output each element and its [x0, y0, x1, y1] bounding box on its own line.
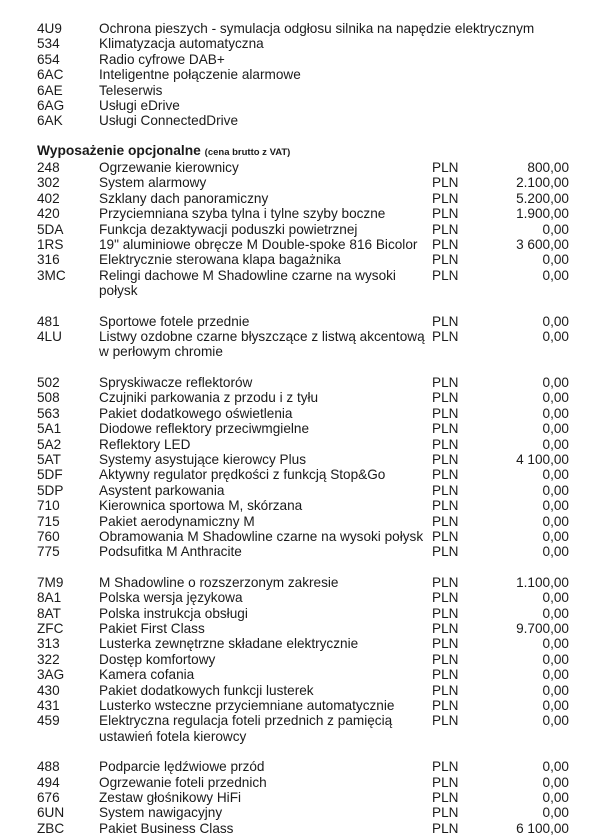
- item-currency: PLN: [432, 237, 459, 253]
- item-name: Usługi eDrive: [99, 98, 180, 114]
- item-name: Obramowania M Shadowline czarne na wysoki połysk: [99, 528, 424, 544]
- item-code: ZBC: [37, 820, 65, 836]
- item-price: 0,00: [542, 774, 569, 790]
- item-name: Dostęp komfortowy: [99, 651, 216, 667]
- item-currency: PLN: [432, 374, 459, 390]
- item-currency: PLN: [432, 805, 459, 821]
- item-currency: PLN: [432, 713, 459, 729]
- item-currency: PLN: [432, 390, 459, 406]
- item-code: 5DA: [37, 221, 64, 237]
- item-code: 5DP: [37, 482, 64, 498]
- item-currency: PLN: [432, 620, 459, 636]
- item-name: Ochrona pieszych - symulacja odgłosu silnika na napędzie elektrycznym: [99, 21, 535, 36]
- item-code: 5A2: [37, 436, 62, 452]
- item-currency: PLN: [432, 467, 459, 483]
- table-row: [37, 759, 597, 774]
- item-currency: PLN: [432, 544, 459, 560]
- item-name: [99, 268, 432, 299]
- item-name: Polska wersja językowa: [99, 590, 243, 606]
- item-name: Kamera cofania: [99, 667, 195, 683]
- item-currency: PLN: [432, 160, 459, 175]
- list-item: [37, 67, 597, 82]
- item-code: 508: [37, 390, 60, 406]
- section-title: Wyposażenie opcjonalne: [37, 143, 201, 158]
- item-name-line: w perłowym chromie: [99, 344, 223, 360]
- item-code: 302: [37, 175, 60, 191]
- item-currency: PLN: [432, 528, 459, 544]
- table-row: [37, 575, 597, 590]
- item-currency: PLN: [432, 790, 459, 806]
- item-code: 534: [37, 36, 60, 52]
- table-row: [37, 191, 597, 206]
- item-name: Pakiet dodatkowych funkcji lusterek: [99, 682, 314, 698]
- item-code: 1RS: [37, 237, 64, 253]
- item-currency: PLN: [432, 451, 459, 467]
- item-price: 6 100,00: [516, 820, 569, 836]
- table-row: [37, 606, 597, 621]
- item-code: 316: [37, 252, 60, 268]
- item-currency: PLN: [432, 682, 459, 698]
- item-code: 481: [37, 313, 60, 329]
- item-name: [99, 713, 432, 744]
- item-currency: PLN: [432, 498, 459, 514]
- table-row: [37, 467, 597, 482]
- table-row: [37, 421, 597, 436]
- item-name: Szklany dach panoramiczny: [99, 190, 269, 206]
- item-price: 0,00: [542, 698, 569, 713]
- item-price: 0,00: [542, 528, 569, 544]
- item-price: 0,00: [542, 682, 569, 698]
- item-code: 313: [37, 636, 60, 652]
- item-price: 0,00: [542, 513, 569, 529]
- item-code: 322: [37, 651, 60, 667]
- item-name: System alarmowy: [99, 175, 207, 191]
- table-row: [37, 406, 597, 421]
- table-row: [37, 514, 597, 529]
- item-name-line: ustawień fotela kierowcy: [99, 728, 247, 744]
- item-code: 494: [37, 774, 60, 790]
- section-heading: [37, 143, 597, 161]
- table-row: [37, 390, 597, 405]
- item-currency: PLN: [432, 698, 459, 713]
- item-price: 0,00: [542, 482, 569, 498]
- list-item: [37, 113, 597, 128]
- item-name-line: Elektryczna regulacja foteli przednich z pamięcią: [99, 713, 393, 729]
- item-name: Inteligentne połączenie alarmowe: [99, 67, 301, 83]
- table-row: [37, 252, 597, 267]
- item-currency: PLN: [432, 267, 459, 283]
- optional-equipment-table: [37, 160, 597, 836]
- item-code: 6AE: [37, 82, 63, 98]
- item-currency: PLN: [432, 313, 459, 329]
- item-price: 0,00: [542, 421, 569, 437]
- item-name: Pakiet First Class: [99, 620, 205, 636]
- list-item: [37, 83, 597, 98]
- table-row: [37, 652, 597, 667]
- item-price: 5.200,00: [516, 190, 569, 206]
- list-item: [37, 36, 597, 51]
- item-code: 3MC: [37, 267, 66, 283]
- item-currency: PLN: [432, 513, 459, 529]
- item-code: 8AT: [37, 605, 61, 621]
- list-item: [37, 52, 597, 67]
- table-row: [37, 590, 597, 605]
- item-code: 6AK: [37, 113, 63, 129]
- item-currency: PLN: [432, 175, 459, 191]
- item-name: Podsufitka M Anthracite: [99, 544, 242, 560]
- item-code: 4LU: [37, 329, 62, 345]
- item-price: 0,00: [542, 467, 569, 483]
- item-name: Diodowe reflektory przeciwmgielne: [99, 421, 310, 437]
- item-price: 0,00: [542, 605, 569, 621]
- item-price: 0,00: [542, 651, 569, 667]
- item-currency: PLN: [432, 774, 459, 790]
- row-spacer: [37, 299, 597, 314]
- table-row: [37, 683, 597, 698]
- item-name: Ogrzewanie foteli przednich: [99, 774, 267, 790]
- table-row: [37, 375, 597, 390]
- item-name: Radio cyfrowe DAB+: [99, 51, 225, 67]
- item-currency: PLN: [432, 190, 459, 206]
- item-name: [99, 329, 432, 360]
- standard-equipment-list: [37, 21, 597, 129]
- item-code: 775: [37, 544, 60, 560]
- item-code: 5A1: [37, 421, 62, 437]
- table-row: [37, 222, 597, 237]
- item-name: Pakiet Business Class: [99, 820, 234, 836]
- item-price: 0,00: [542, 544, 569, 560]
- item-code: 430: [37, 682, 60, 698]
- item-price: 1.100,00: [516, 574, 569, 590]
- item-price: 4 100,00: [516, 451, 569, 467]
- item-currency: PLN: [432, 667, 459, 683]
- table-row: [37, 775, 597, 790]
- table-row: [37, 483, 597, 498]
- item-price: 0,00: [542, 436, 569, 452]
- item-code: 420: [37, 206, 60, 222]
- item-price: 800,00: [527, 160, 569, 175]
- item-name: Polska instrukcja obsługi: [99, 605, 248, 621]
- item-price: 0,00: [542, 498, 569, 514]
- item-currency: PLN: [432, 436, 459, 452]
- item-price: 0,00: [542, 221, 569, 237]
- item-price: 2.100,00: [516, 175, 569, 191]
- item-code: 760: [37, 528, 60, 544]
- item-name: Asystent parkowania: [99, 482, 225, 498]
- item-name: M Shadowline o rozszerzonym zakresie: [99, 574, 339, 590]
- item-code: 563: [37, 405, 60, 421]
- item-name: Sportowe fotele przednie: [99, 313, 250, 329]
- item-name: Pakiet aerodynamiczny M: [99, 513, 255, 529]
- item-currency: PLN: [432, 605, 459, 621]
- item-name-line: połysk: [99, 283, 138, 299]
- table-row: [37, 175, 597, 190]
- item-name: Funkcja dezaktywacji poduszki powietrznej: [99, 221, 358, 237]
- item-name: Reflektory LED: [99, 436, 191, 452]
- item-code: 488: [37, 759, 60, 775]
- item-currency: PLN: [432, 636, 459, 652]
- item-currency: PLN: [432, 759, 459, 775]
- list-item: [37, 21, 597, 36]
- item-code: 6AC: [37, 67, 64, 83]
- item-price: 0,00: [542, 390, 569, 406]
- table-row: [37, 452, 597, 467]
- table-row: [37, 268, 597, 299]
- item-price: 0,00: [542, 405, 569, 421]
- item-currency: PLN: [432, 221, 459, 237]
- item-price: 0,00: [542, 713, 569, 729]
- item-currency: PLN: [432, 206, 459, 222]
- item-currency: PLN: [432, 590, 459, 606]
- list-item: [37, 98, 597, 113]
- item-code: 248: [37, 160, 60, 175]
- item-price: 1.900,00: [516, 206, 569, 222]
- item-currency: PLN: [432, 405, 459, 421]
- item-name: Klimatyzacja automatyczna: [99, 36, 264, 52]
- table-row: [37, 636, 597, 651]
- row-spacer: [37, 560, 597, 575]
- table-row: [37, 160, 597, 175]
- item-code: 459: [37, 713, 60, 729]
- table-row: [37, 437, 597, 452]
- table-row: [37, 713, 597, 744]
- item-price: 0,00: [542, 329, 569, 345]
- item-price: 9.700,00: [516, 620, 569, 636]
- item-name: Pakiet dodatkowego oświetlenia: [99, 405, 293, 421]
- item-price: 0,00: [542, 790, 569, 806]
- item-code: ZFC: [37, 620, 64, 636]
- table-row: [37, 237, 597, 252]
- item-code: 5AT: [37, 451, 61, 467]
- item-code: 431: [37, 698, 60, 713]
- item-currency: PLN: [432, 574, 459, 590]
- table-row: [37, 498, 597, 513]
- item-price: 0,00: [542, 636, 569, 652]
- item-name: Zestaw głośnikowy HiFi: [99, 790, 242, 806]
- item-currency: PLN: [432, 421, 459, 437]
- item-currency: PLN: [432, 651, 459, 667]
- item-code: 3AG: [37, 667, 65, 683]
- item-name: Podparcie lędźwiowe przód: [99, 759, 265, 775]
- item-name: Lusterka zewnętrzne składane elektrycznie: [99, 636, 359, 652]
- table-row: [37, 544, 597, 559]
- item-name-line: Relingi dachowe M Shadowline czarne na wysoki: [99, 267, 396, 283]
- table-row: [37, 621, 597, 636]
- item-code: 6UN: [37, 805, 65, 821]
- row-spacer: [37, 360, 597, 375]
- item-name: Kierownica sportowa M, skórzana: [99, 498, 303, 514]
- item-price: 0,00: [542, 759, 569, 775]
- item-price: 0,00: [542, 374, 569, 390]
- item-name: Aktywny regulator prędkości z funkcją Stop&Go: [99, 467, 386, 483]
- table-row: [37, 698, 597, 713]
- item-code: 6AG: [37, 98, 65, 114]
- item-code: 402: [37, 190, 60, 206]
- item-name: Ogrzewanie kierownicy: [99, 160, 239, 175]
- table-row: [37, 206, 597, 221]
- item-code: 502: [37, 374, 60, 390]
- item-code: 4U9: [37, 21, 62, 36]
- item-price: 0,00: [542, 252, 569, 268]
- table-row: [37, 667, 597, 682]
- item-code: 676: [37, 790, 60, 806]
- item-code: 7M9: [37, 574, 64, 590]
- table-row: [37, 805, 597, 820]
- item-price: 3 600,00: [516, 237, 569, 253]
- item-price: 0,00: [542, 590, 569, 606]
- item-code: 5DF: [37, 467, 63, 483]
- table-row: [37, 329, 597, 360]
- item-name: Systemy asystujące kierowcy Plus: [99, 451, 306, 467]
- item-name-line: Listwy ozdobne czarne błyszczące z listwą akcentową: [99, 329, 425, 345]
- item-price: 0,00: [542, 805, 569, 821]
- item-currency: PLN: [432, 482, 459, 498]
- item-name: Przyciemniana szyba tylna i tylne szyby boczne: [99, 206, 386, 222]
- item-name: Lusterko wsteczne przyciemniane automatycznie: [99, 698, 395, 713]
- item-name: Teleserwis: [99, 82, 163, 98]
- item-name: Spryskiwacze reflektorów: [99, 374, 253, 390]
- table-row: [37, 529, 597, 544]
- item-code: 8A1: [37, 590, 62, 606]
- table-row: [37, 314, 597, 329]
- item-price: 0,00: [542, 667, 569, 683]
- item-code: 654: [37, 51, 60, 67]
- item-code: 715: [37, 513, 60, 529]
- price-note: (cena brutto z VAT): [204, 147, 291, 158]
- item-price: 0,00: [542, 267, 569, 283]
- item-code: 710: [37, 498, 60, 514]
- row-spacer: [37, 744, 597, 759]
- item-price: 0,00: [542, 313, 569, 329]
- item-name: System nawigacyjny: [99, 805, 223, 821]
- item-currency: PLN: [432, 329, 459, 345]
- item-name: Elektrycznie sterowana klapa bagażnika: [99, 252, 341, 268]
- item-currency: PLN: [432, 820, 459, 836]
- item-name: Usługi ConnectedDrive: [99, 113, 239, 129]
- item-name: 19" aluminiowe obręcze M Double-spoke 816 Bicolor: [99, 237, 418, 253]
- item-currency: PLN: [432, 252, 459, 268]
- table-row: [37, 821, 597, 836]
- item-name: Czujniki parkowania z przodu i z tyłu: [99, 390, 319, 406]
